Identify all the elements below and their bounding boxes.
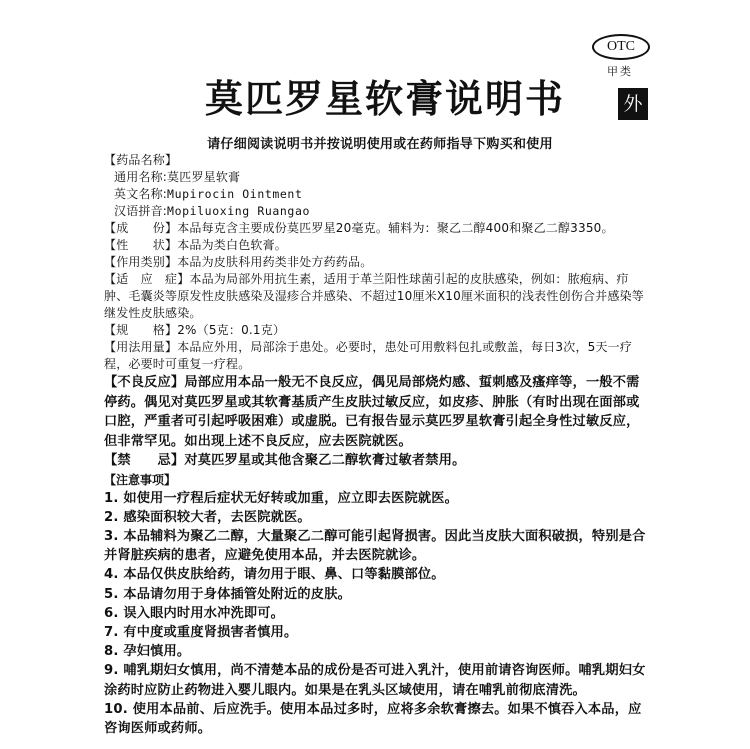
indications-text: 本品为局部外用抗生素，适用于革兰阳性球菌引起的皮肤感染，例如：脓疱病、疖肿、毛囊炎等原发性皮肤感染及湿疹合并感染、不超过10厘米X10厘米面积的浅表性创伤合并感染等继发性皮肤感染。 bbox=[104, 272, 644, 320]
contraindications-section bbox=[104, 451, 650, 471]
ingredients-section bbox=[104, 220, 650, 237]
pinyin-value: Mopiluoxing Ruangao bbox=[167, 204, 310, 218]
document-title: 莫匹罗星软膏说明书 bbox=[204, 77, 565, 121]
subtitle: 请仔细阅读说明书并按说明使用或在药师指导下购买和使用 bbox=[207, 137, 553, 152]
note-item: 2. 感染面积较大者，去医院就医。 bbox=[104, 509, 311, 525]
ingredients-text: 本品每克含主要成份莫匹罗星20毫克。辅料为：聚乙二醇400和聚乙二醇3350。 bbox=[177, 221, 614, 235]
contraindications-text: 对莫匹罗星或其他含聚乙二醇软膏过敏者禁用。 bbox=[184, 453, 466, 468]
pinyin-row bbox=[104, 203, 650, 220]
adverse-section bbox=[104, 373, 650, 451]
drug-name-label: 【药品名称】 bbox=[104, 153, 178, 167]
indications-label: 【适 应 症】 bbox=[104, 272, 190, 286]
category-text: 本品为皮肤科用药类非处方药药品。 bbox=[177, 255, 373, 269]
adverse-text: 局部应用本品一般无不良反应，偶见局部烧灼感、蜇刺感及瘙痒等，一般不需停药。偶见对莫匹罗星或其软膏基质产生皮肤过敏反应，如皮疹、肿胀（有时出现在面部或口腔，严重者可引起呼吸困难）或虚脱。已有报告显示莫匹罗星软膏引起全身性过敏反应，但非常罕见。如出现上述不良反应，应去医院就医。 bbox=[104, 375, 640, 449]
category-label: 【作用类别】 bbox=[104, 255, 178, 269]
otc-class-label: 甲类 bbox=[607, 65, 633, 78]
category-section bbox=[104, 254, 650, 271]
english-name-label: 英文名称: bbox=[114, 187, 168, 201]
contraindications-label: 【禁 忌】 bbox=[104, 453, 185, 468]
common-name-value: 莫匹罗星软膏 bbox=[167, 170, 241, 184]
note-item: 8. 孕妇慎用。 bbox=[104, 644, 191, 660]
otc-badge: OTC bbox=[592, 34, 650, 60]
notes-label: 【注意事项】 bbox=[104, 472, 177, 487]
note-item: 5. 本品请勿用于身体插管处附近的皮肤。 bbox=[104, 586, 351, 602]
usage-section bbox=[104, 339, 650, 373]
english-name-row bbox=[104, 186, 650, 203]
note-item: 1. 如使用一疗程后症状无好转或加重，应立即去医院就医。 bbox=[104, 490, 459, 506]
note-item: 10. 使用本品前、后应洗手。使用本品过多时，应将多余软膏擦去。如果不慎吞入本品，应咨询医师或药师。 bbox=[104, 701, 642, 736]
appearance-label: 【性 状】 bbox=[104, 238, 178, 252]
english-name-value: Mupirocin Ointment bbox=[167, 187, 303, 201]
external-use-badge: 外 bbox=[618, 88, 648, 120]
note-item: 6. 误入眼内时用水冲洗即可。 bbox=[104, 605, 285, 621]
drug-name-section bbox=[104, 152, 650, 169]
appearance-text: 本品为类白色软膏。 bbox=[177, 238, 288, 252]
usage-text: 本品应外用，局部涂于患处。必要时，患处可用敷料包扎或敷盖，每日3次，5天一疗程，必要时可重复一疗程。 bbox=[104, 340, 633, 371]
usage-label: 【用法用量】 bbox=[104, 340, 178, 354]
common-name-row bbox=[104, 169, 650, 186]
spec-section bbox=[104, 322, 650, 339]
spec-label: 【规 格】 bbox=[104, 323, 178, 337]
note-item: 4. 本品仅供皮肤给药，请勿用于眼、鼻、口等黏膜部位。 bbox=[104, 567, 445, 583]
note-item: 7. 有中度或重度肾损害者慎用。 bbox=[104, 624, 298, 640]
indications-section bbox=[104, 271, 650, 322]
spec-text: 2%（5克：0.1克） bbox=[177, 323, 286, 337]
appearance-section bbox=[104, 237, 650, 254]
note-item: 3. 本品辅料为聚乙二醇，大量聚乙二醇可能引起肾损害。因此当皮肤大面积破损，特别是合并肾脏疾病的患者，应避免使用本品，并去医院就诊。 bbox=[104, 528, 646, 564]
adverse-label: 【不良反应】 bbox=[104, 375, 185, 390]
common-name-label: 通用名称: bbox=[114, 170, 168, 184]
pinyin-label: 汉语拼音: bbox=[114, 204, 168, 218]
ingredients-label: 【成 份】 bbox=[104, 221, 178, 235]
leaflet-body bbox=[104, 152, 650, 738]
note-item: 9. 哺乳期妇女慎用，尚不清楚本品的成份是否可进入乳汁，使用前请咨询医师。哺乳期妇女涂药时应防止药物进入婴儿眼内。如果是在乳头区域使用，请在哺乳前彻底清洗。 bbox=[104, 663, 646, 698]
otc-mark bbox=[592, 34, 648, 79]
